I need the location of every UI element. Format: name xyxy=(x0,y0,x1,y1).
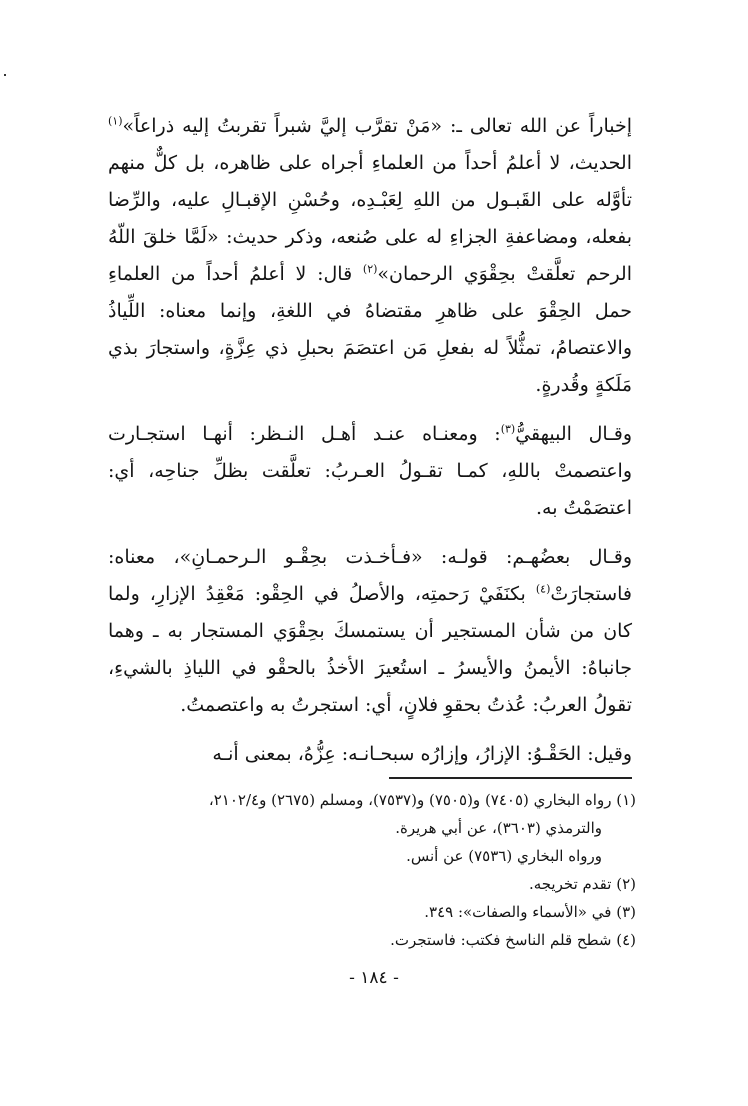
footnote-2-text: تقدم تخريجه. xyxy=(528,875,612,893)
paragraph-2-start: وقـال البيهقيُّ xyxy=(515,423,632,445)
margin-mark xyxy=(4,74,6,76)
footnote-4-number: (٤) xyxy=(616,931,636,949)
footnote-separator xyxy=(389,777,632,779)
paragraph-1-body: الحديث، لا أعلمُ أحداً من العلماءِ أجراه على ظاهره، بل كلٌّ منهم تأوَّله على القَبـول من اللهِ لِعَبْـدِه، وحُسْنِ الإقبـالِ عليه، والرِّضا بفعله، ومضاعفةِ الجزاءِ له على صُنعه، وذكر حديث: «لَمَّا خلقَ اللّهُ الرحم تعلَّقتْ بحِقْوَي الرحمان» xyxy=(108,152,632,285)
footnote-ref-2: (٢) xyxy=(362,262,378,276)
main-text xyxy=(108,108,632,773)
footnote-4-text: شطح قلم الناسخ فكتب: فاستجرت. xyxy=(390,931,612,949)
footnote-2 xyxy=(108,870,636,898)
footnote-3-number: (٣) xyxy=(616,903,636,921)
footnote-4 xyxy=(108,926,636,954)
footnote-1-line-2: والترمذي (٣٦٠٣)، عن أبي هريرة. xyxy=(395,819,602,837)
paragraph-4 xyxy=(108,736,632,773)
page-number: - ١٨٤ - xyxy=(349,968,399,988)
footnote-1-line-1: رواه البخاري (٧٤٠٥) و(٧٥٠٥) و(٧٥٣٧)، ومسلم (٢٦٧٥) و٢١٠٢/٤، xyxy=(208,791,612,809)
paragraph-1-tail: قال: لا أعلمُ أحداً من العلماءِ حمل الحِقْوَ على ظاهرِ مقتضاهُ في اللغةِ، وإنما معناه: اللِّياذُ والاعتصامُ، تمثُّلاً له بفعلِ مَن اعتصَمَ بحبلِ ذي عِزَّةٍ، واستجارَ بذي مَلَكةٍ وقُدرةٍ. xyxy=(108,263,632,396)
paragraph-2-body: : ومعنـاه عنـد أهـل النـظر: أنهـا استجـارت واعتصمتْ باللهِ، كمـا تقـولُ العـربُ: تعلَّقت بظلِّ جناحِه، أي: اعتصَمْتُ به. xyxy=(108,423,632,519)
paragraph-1 xyxy=(108,108,632,404)
paragraph-1-line-1: إخباراً عن الله تعالى ـ: «مَنْ تقرَّب إليَّ شبراً تقربتُ إليه ذراعاً» xyxy=(122,115,632,137)
footnote-3-text: في «الأسماء والصفات»: ٣٤٩. xyxy=(424,903,612,921)
footnote-1-number: (١) xyxy=(616,791,636,809)
footnote-1 xyxy=(108,786,636,870)
footnote-3 xyxy=(108,898,636,926)
footnote-ref-4: (٤) xyxy=(535,582,551,596)
paragraph-4-text: وقيل: الحَقْـوُ: الإزارُ، وإزارُه سبحـانـه: عِزُّهُ، بمعنى أنـه xyxy=(212,743,632,765)
paragraph-3-body: بكنَفَيْ رَحمتِه، والأصلُ في الحِقْو: مَعْقِدُ الإزارِ، ولما كان من شأن المستجير أن يستمسكَ بحِقْوَي المستجار به ـ وهما جانباهُ: الأيمنُ والأيسرُ ـ استُعيرَ الأخذُ بالحقْو في اللياذِ بالشيءِ، تقولُ العربُ: عُذتُ بحقوِ فلانٍ، أي: استجرتُ به واعتصمتُ. xyxy=(108,583,632,716)
footnotes xyxy=(108,786,636,954)
paragraph-2 xyxy=(108,416,632,527)
footnote-ref-1: (١) xyxy=(108,114,123,128)
footnote-2-number: (٢) xyxy=(616,875,636,893)
footnote-ref-3: (٣) xyxy=(500,422,516,436)
footnote-1-line-3: ورواه البخاري (٧٥٣٦) عن أنس. xyxy=(406,847,602,865)
paragraph-3-start: وقـال بعضُهـم: قولـه: «فـأخـذت بحِقْـو الـرحمـانِ»، معناه: فاستجارَتْ xyxy=(108,546,632,605)
paragraph-3 xyxy=(108,539,632,724)
